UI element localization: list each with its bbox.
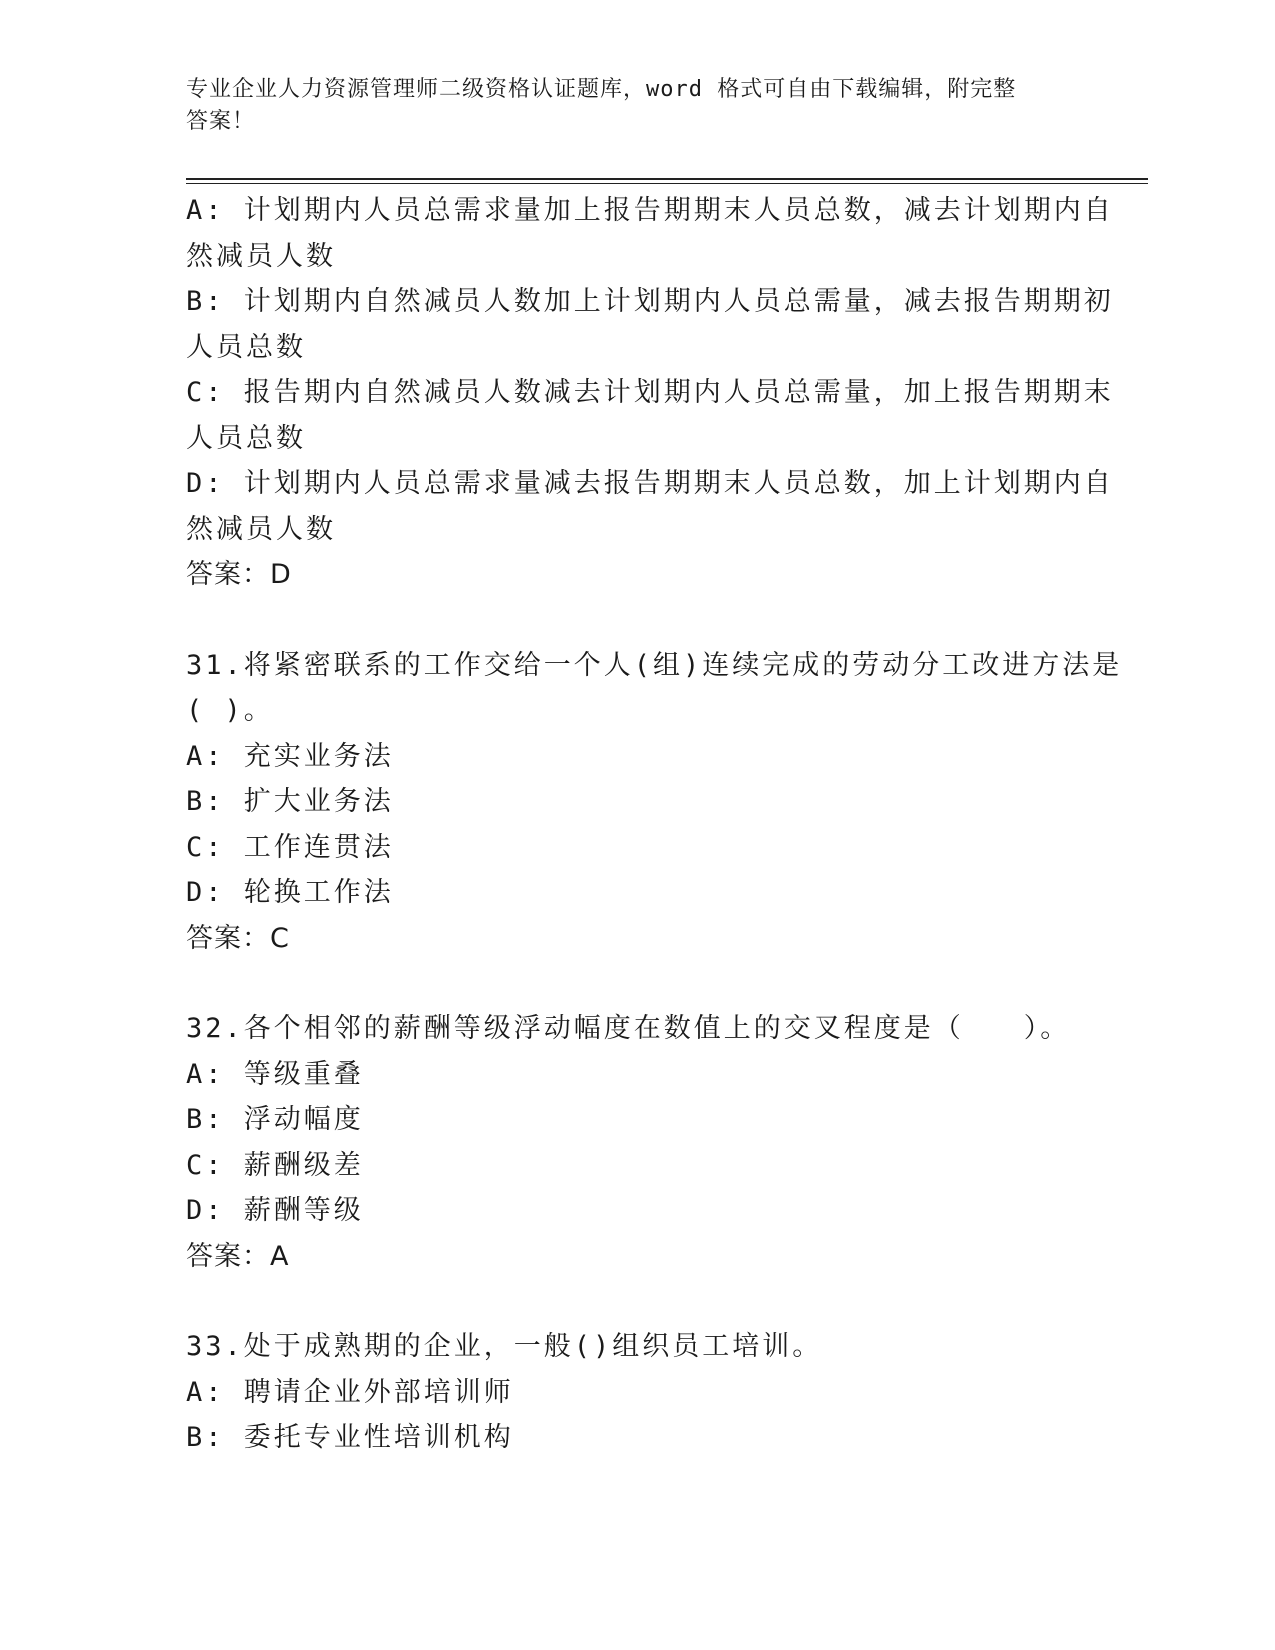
option-a-line-1: A: 计划期内人员总需求量加上报告期期末人员总数，减去计划期内自 [186,195,1114,226]
option-b-line-2: 人员总数 [186,331,306,363]
spacer [186,1279,1086,1324]
option-d-line-2: 然减员人数 [186,513,336,545]
option-b-line-1: B: 计划期内自然减员人数加上计划期内人员总需量，减去报告期期初 [186,286,1114,317]
header-divider-thin [186,183,1148,184]
option-a: A: 聘请企业外部培训师 [186,1376,514,1408]
option-b: B: 扩大业务法 [186,786,394,817]
option-c-line-2: 人员总数 [186,422,306,454]
question-text: 33.处于成熟期的企业，一般()组织员工培训。 [186,1331,823,1362]
option-d-line-1: D: 计划期内人员总需求量减去报告期期末人员总数，加上计划期内自 [186,468,1114,499]
question-32-block [186,1006,1086,1279]
option-a: A: 充实业务法 [186,740,394,772]
option-b: B: 委托专业性培训机构 [186,1422,514,1453]
question-text: 32.各个相邻的薪酬等级浮动幅度在数值上的交叉程度是（ ）。 [186,1013,1071,1044]
spacer [186,961,1086,1006]
answer-text: 答案：D [186,559,292,590]
question-30-block [186,188,1114,598]
option-b: B: 浮动幅度 [186,1104,364,1135]
header-line-1: 专业企业人力资源管理师二级资格认证题库，word 格式可自由下载编辑，附完整 [186,77,1017,102]
option-a-line-2: 然减员人数 [186,240,336,272]
question-text-line-2: ( )。 [186,695,274,726]
spacer [186,598,1086,643]
question-31-block [186,643,1123,962]
option-c: C: 工作连贯法 [186,831,394,863]
page-header [186,74,1066,138]
question-text-line-1: 31.将紧密联系的工作交给一个人(组)连续完成的劳动分工改进方法是 [186,649,1123,681]
option-a: A: 等级重叠 [186,1058,364,1090]
answer-text: 答案：A [186,1240,290,1272]
question-33-block [186,1324,1086,1461]
answer-text: 答案：C [186,922,290,954]
header-line-2: 答案！ [186,109,256,134]
option-c-line-1: C: 报告期内自然减员人数减去计划期内人员总需量，加上报告期期末 [186,377,1114,408]
header-divider-thick [186,178,1148,180]
document-body [186,188,1123,1461]
option-d: D: 轮换工作法 [186,877,394,908]
option-d: D: 薪酬等级 [186,1195,364,1226]
option-c: C: 薪酬级差 [186,1149,364,1181]
